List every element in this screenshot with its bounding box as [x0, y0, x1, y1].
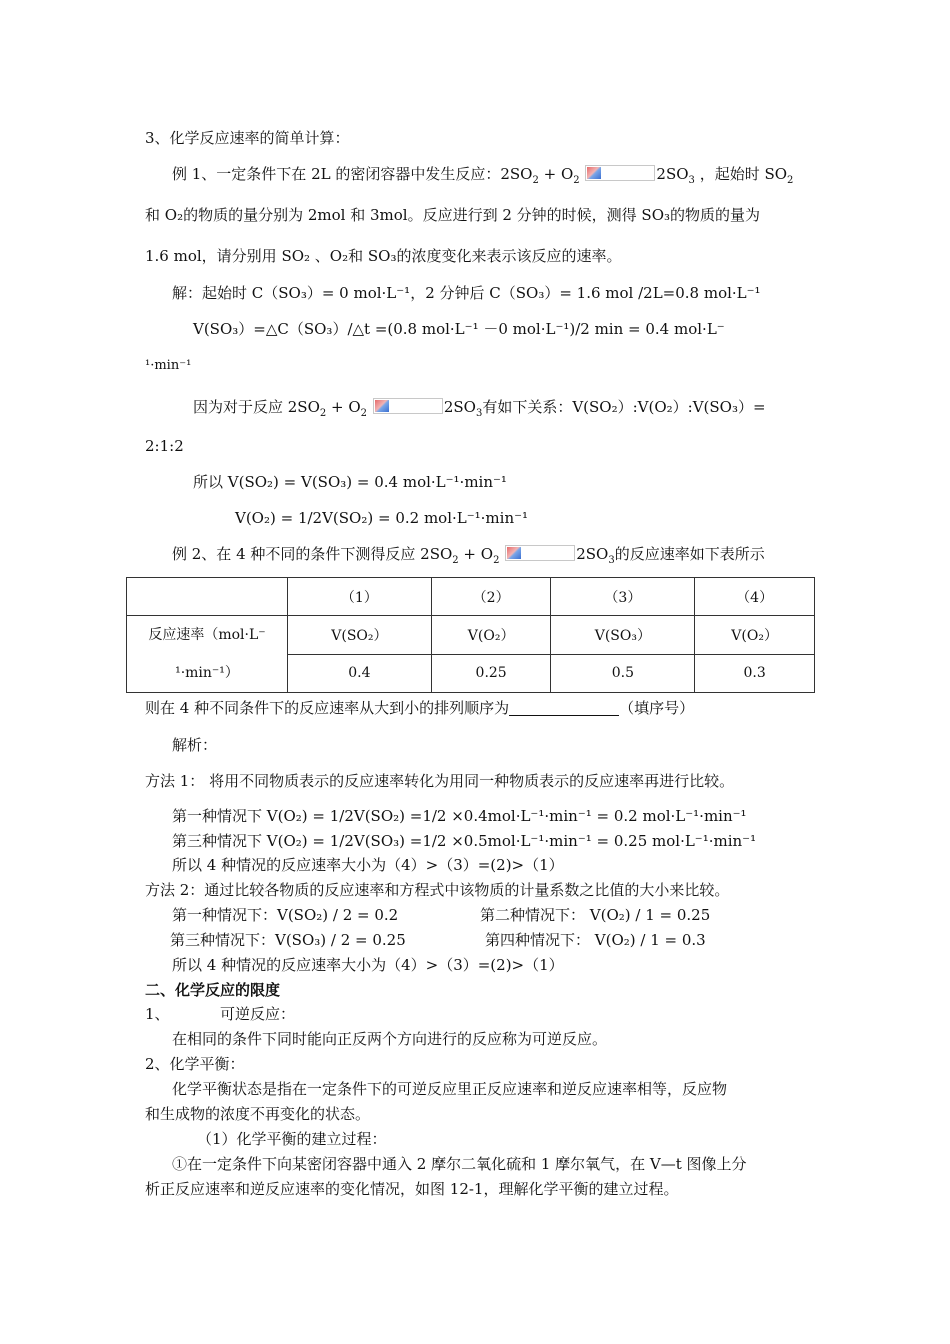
reaction-rate-table [126, 577, 815, 693]
table-cell: 0.5 [551, 654, 695, 693]
method2-title: 方法 2：通过比较各物质的反应速率和方程式中该物质的计量系数之比值的大小来比较。 [145, 881, 730, 899]
equilibrium-title: 2、化学平衡： [145, 1055, 245, 1073]
reversible-text: 在相同的条件下同时能向正反两个方向进行的反应称为可逆反应。 [172, 1030, 608, 1048]
method2-line2a: 第三种情况下：V(SO₃) / 2 = 0.25 [170, 931, 406, 949]
equilibrium-circle1: ①在一定条件下向某密闭容器中通入 2 摩尔二氧化硫和 1 摩尔氧气，在 V—t 图像上分 [172, 1155, 747, 1173]
subscript: 2 [452, 555, 459, 566]
method2-line1a: 第一种情况下：V(SO₂) / 2 = 0.2 [172, 906, 399, 924]
table-row [127, 616, 815, 655]
broken-image-icon [375, 400, 389, 412]
solution-line6: 所以 V(SO₂) = V(SO₃) = 0.4 mol·L⁻¹·min⁻¹ [193, 473, 507, 491]
text: + O [326, 398, 361, 416]
table-header-cell: （2） [431, 578, 551, 616]
table-cell: V(O₂） [431, 616, 551, 655]
solution-line1: 解：起始时 C（SO₃）= 0 mol·L⁻¹，2 分钟后 C（SO₃）= 1.6 mol /2L=0.8 mol·L⁻¹ [172, 284, 761, 302]
question-line [145, 698, 694, 718]
text: 有如下关系：V(SO₂）:V(O₂）:V(SO₃）= [482, 398, 766, 416]
method1-line2: 第三种情况下 V(O₂) = 1/2V(SO₃) =1/2 ×0.5mol·L⁻¹·min⁻¹ = 0.25 mol·L⁻¹·min⁻¹ [172, 832, 757, 850]
reversible-arrow-image [373, 398, 443, 414]
row-label-line1: 反应速率（mol·L⁻ [148, 627, 266, 643]
table-corner-cell [127, 578, 288, 616]
text: 例 1、一定条件下在 2L 的密闭容器中发生反应：2SO [172, 165, 533, 183]
table-header-cell: （1） [288, 578, 432, 616]
text: 的反应速率如下表所示 [614, 545, 765, 563]
equilibrium-subtitle: （1）化学平衡的建立过程： [197, 1130, 387, 1148]
text: 例 2、在 4 种不同的条件下测得反应 2SO [172, 545, 453, 563]
table-header-row [127, 578, 815, 616]
section2-title: 二、化学反应的限度 [145, 981, 281, 999]
text: 2SO [656, 165, 689, 183]
example1-line2: 和 O₂的物质的量分别为 2mol 和 3mol。反应进行到 2 分钟的时候，测得 SO₃的物质的量为 [145, 206, 761, 224]
reversible-title: 可逆反应： [220, 1005, 296, 1023]
table-header-cell: （3） [551, 578, 695, 616]
table-cell: V(O₂） [695, 616, 815, 655]
method2-line2b: 第四种情况下： V(O₂) / 1 = 0.3 [485, 931, 706, 949]
text: （填序号） [619, 699, 695, 717]
table-cell: 0.25 [431, 654, 551, 693]
answer-blank[interactable] [509, 699, 619, 716]
example1-line1 [172, 164, 793, 184]
solution-line2: V(SO₃）=△C（SO₃）/△t =(0.8 mol·L⁻¹ －0 mol·L⁻¹)/2 min = 0.4 mol·L⁻ [193, 320, 725, 338]
method2-line1b: 第二种情况下： V(O₂) / 1 = 0.25 [480, 906, 711, 924]
method2-line3: 所以 4 种情况的反应速率大小为（4）>（3）=(2)>（1） [172, 956, 564, 974]
subscript: 2 [319, 408, 327, 419]
table-cell: V(SO₂） [288, 616, 432, 655]
solution-line5: 2:1:2 [145, 437, 184, 455]
table-cell: 0.3 [695, 654, 815, 693]
method1-line1: 第一种情况下 V(O₂) = 1/2V(SO₂) =1/2 ×0.4mol·L⁻¹·min⁻¹ = 0.2 mol·L⁻¹·min⁻¹ [172, 807, 747, 825]
method1-line3: 所以 4 种情况的反应速率大小为（4）>（3）=(2)>（1） [172, 856, 564, 874]
equilibrium-para1: 化学平衡状态是指在一定条件下的可逆反应里正反应速率和逆反应速率相等，反应物 [172, 1080, 728, 1098]
row-label-line2: ¹·min⁻¹） [175, 665, 239, 681]
subscript: 2 [360, 408, 368, 419]
subscript: 3 [608, 555, 615, 566]
text: 因为对于反应 2SO [193, 398, 320, 416]
broken-image-icon [507, 547, 521, 559]
reversible-arrow-image [505, 545, 575, 561]
text: 2SO [443, 398, 476, 416]
subscript: 2 [787, 175, 794, 186]
solution-line3: ¹·min⁻¹ [145, 358, 192, 373]
table-row-label [127, 616, 288, 693]
analysis-label: 解析： [172, 736, 218, 754]
text: 2SO [576, 545, 609, 563]
broken-image-icon [587, 167, 601, 179]
method1-title: 方法 1： 将用不同物质表示的反应速率转化为用同一种物质表示的反应速率再进行比较。 [145, 772, 735, 790]
subscript: 2 [532, 175, 539, 186]
subscript: 2 [573, 175, 580, 186]
text: ，起始时 SO [694, 165, 788, 183]
solution-line7: V(O₂) = 1/2V(SO₂) = 0.2 mol·L⁻¹·min⁻¹ [235, 509, 529, 527]
equilibrium-circle2: 析正反应速率和逆反应速率的变化情况，如图 12-1，理解化学平衡的建立过程。 [145, 1180, 679, 1198]
table-header-cell: （4） [695, 578, 815, 616]
text: 则在 4 种不同条件下的反应速率从大到小的排列顺序为 [145, 699, 510, 717]
subscript: 2 [493, 555, 500, 566]
subscript: 3 [475, 408, 483, 419]
section3-title: 3、化学反应速率的简单计算： [145, 129, 350, 147]
reversible-arrow-image [585, 165, 655, 181]
example1-line3: 1.6 mol，请分别用 SO₂ 、O₂和 SO₃的浓度变化来表示该反应的速率。 [145, 247, 622, 265]
solution-line4 [193, 397, 766, 417]
subscript: 3 [688, 175, 695, 186]
text: + O [458, 545, 494, 563]
example2-line [172, 544, 765, 564]
reversible-number: 1、 [145, 1005, 170, 1023]
table-cell: 0.4 [288, 654, 432, 693]
text: + O [538, 165, 574, 183]
equilibrium-para2: 和生成物的浓度不再变化的状态。 [145, 1105, 371, 1123]
table-cell: V(SO₃） [551, 616, 695, 655]
